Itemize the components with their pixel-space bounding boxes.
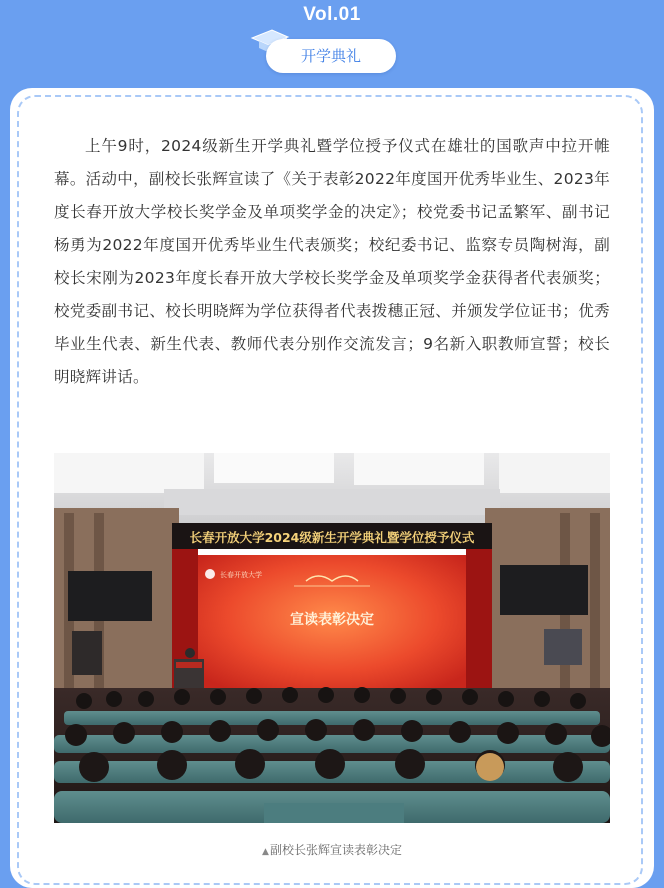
section-title: 开学典礼: [300, 47, 361, 65]
photo-screen-logo: 长春开放大学: [220, 571, 262, 579]
caption-marker: ▲: [262, 847, 269, 857]
photo-screen-text: 宣读表彰决定: [290, 612, 374, 628]
photo-banner-text: 长春开放大学2024级新生开学典礼暨学位授予仪式: [189, 530, 475, 545]
ceremony-photo: [54, 453, 610, 823]
caption-text: 副校长张辉宣读表彰决定: [269, 843, 402, 857]
volume-label: Vol.01: [303, 4, 361, 25]
section-title-pill: [266, 39, 396, 73]
article-paragraph: 上午9时，2024级新生开学典礼暨学位授予仪式在雄壮的国歌声中拉开帷幕。活动中，副校长张辉宣读了《关于表彰2022年度国开优秀毕业生、2023年度长春开放大学校长奖学金及单项奖学金的决定》；校党委书记孟繁军、副书记杨勇为2022年度国开优秀毕业生代表颁奖；校纪委书记、监察专员陶树海，副校长宋刚为2023年度长春开放大学校长奖学金及单项奖学金获得者代表颁奖；校党委副书记、校长明晓辉为学位获得者代表拨穗正冠、并颁发学位证书；优秀毕业生代表、新生代表、教师代表分别作交流发言；9名新入职教师宣誓；校长明晓辉讲话。: [54, 137, 610, 386]
photo-caption: [0, 841, 664, 858]
